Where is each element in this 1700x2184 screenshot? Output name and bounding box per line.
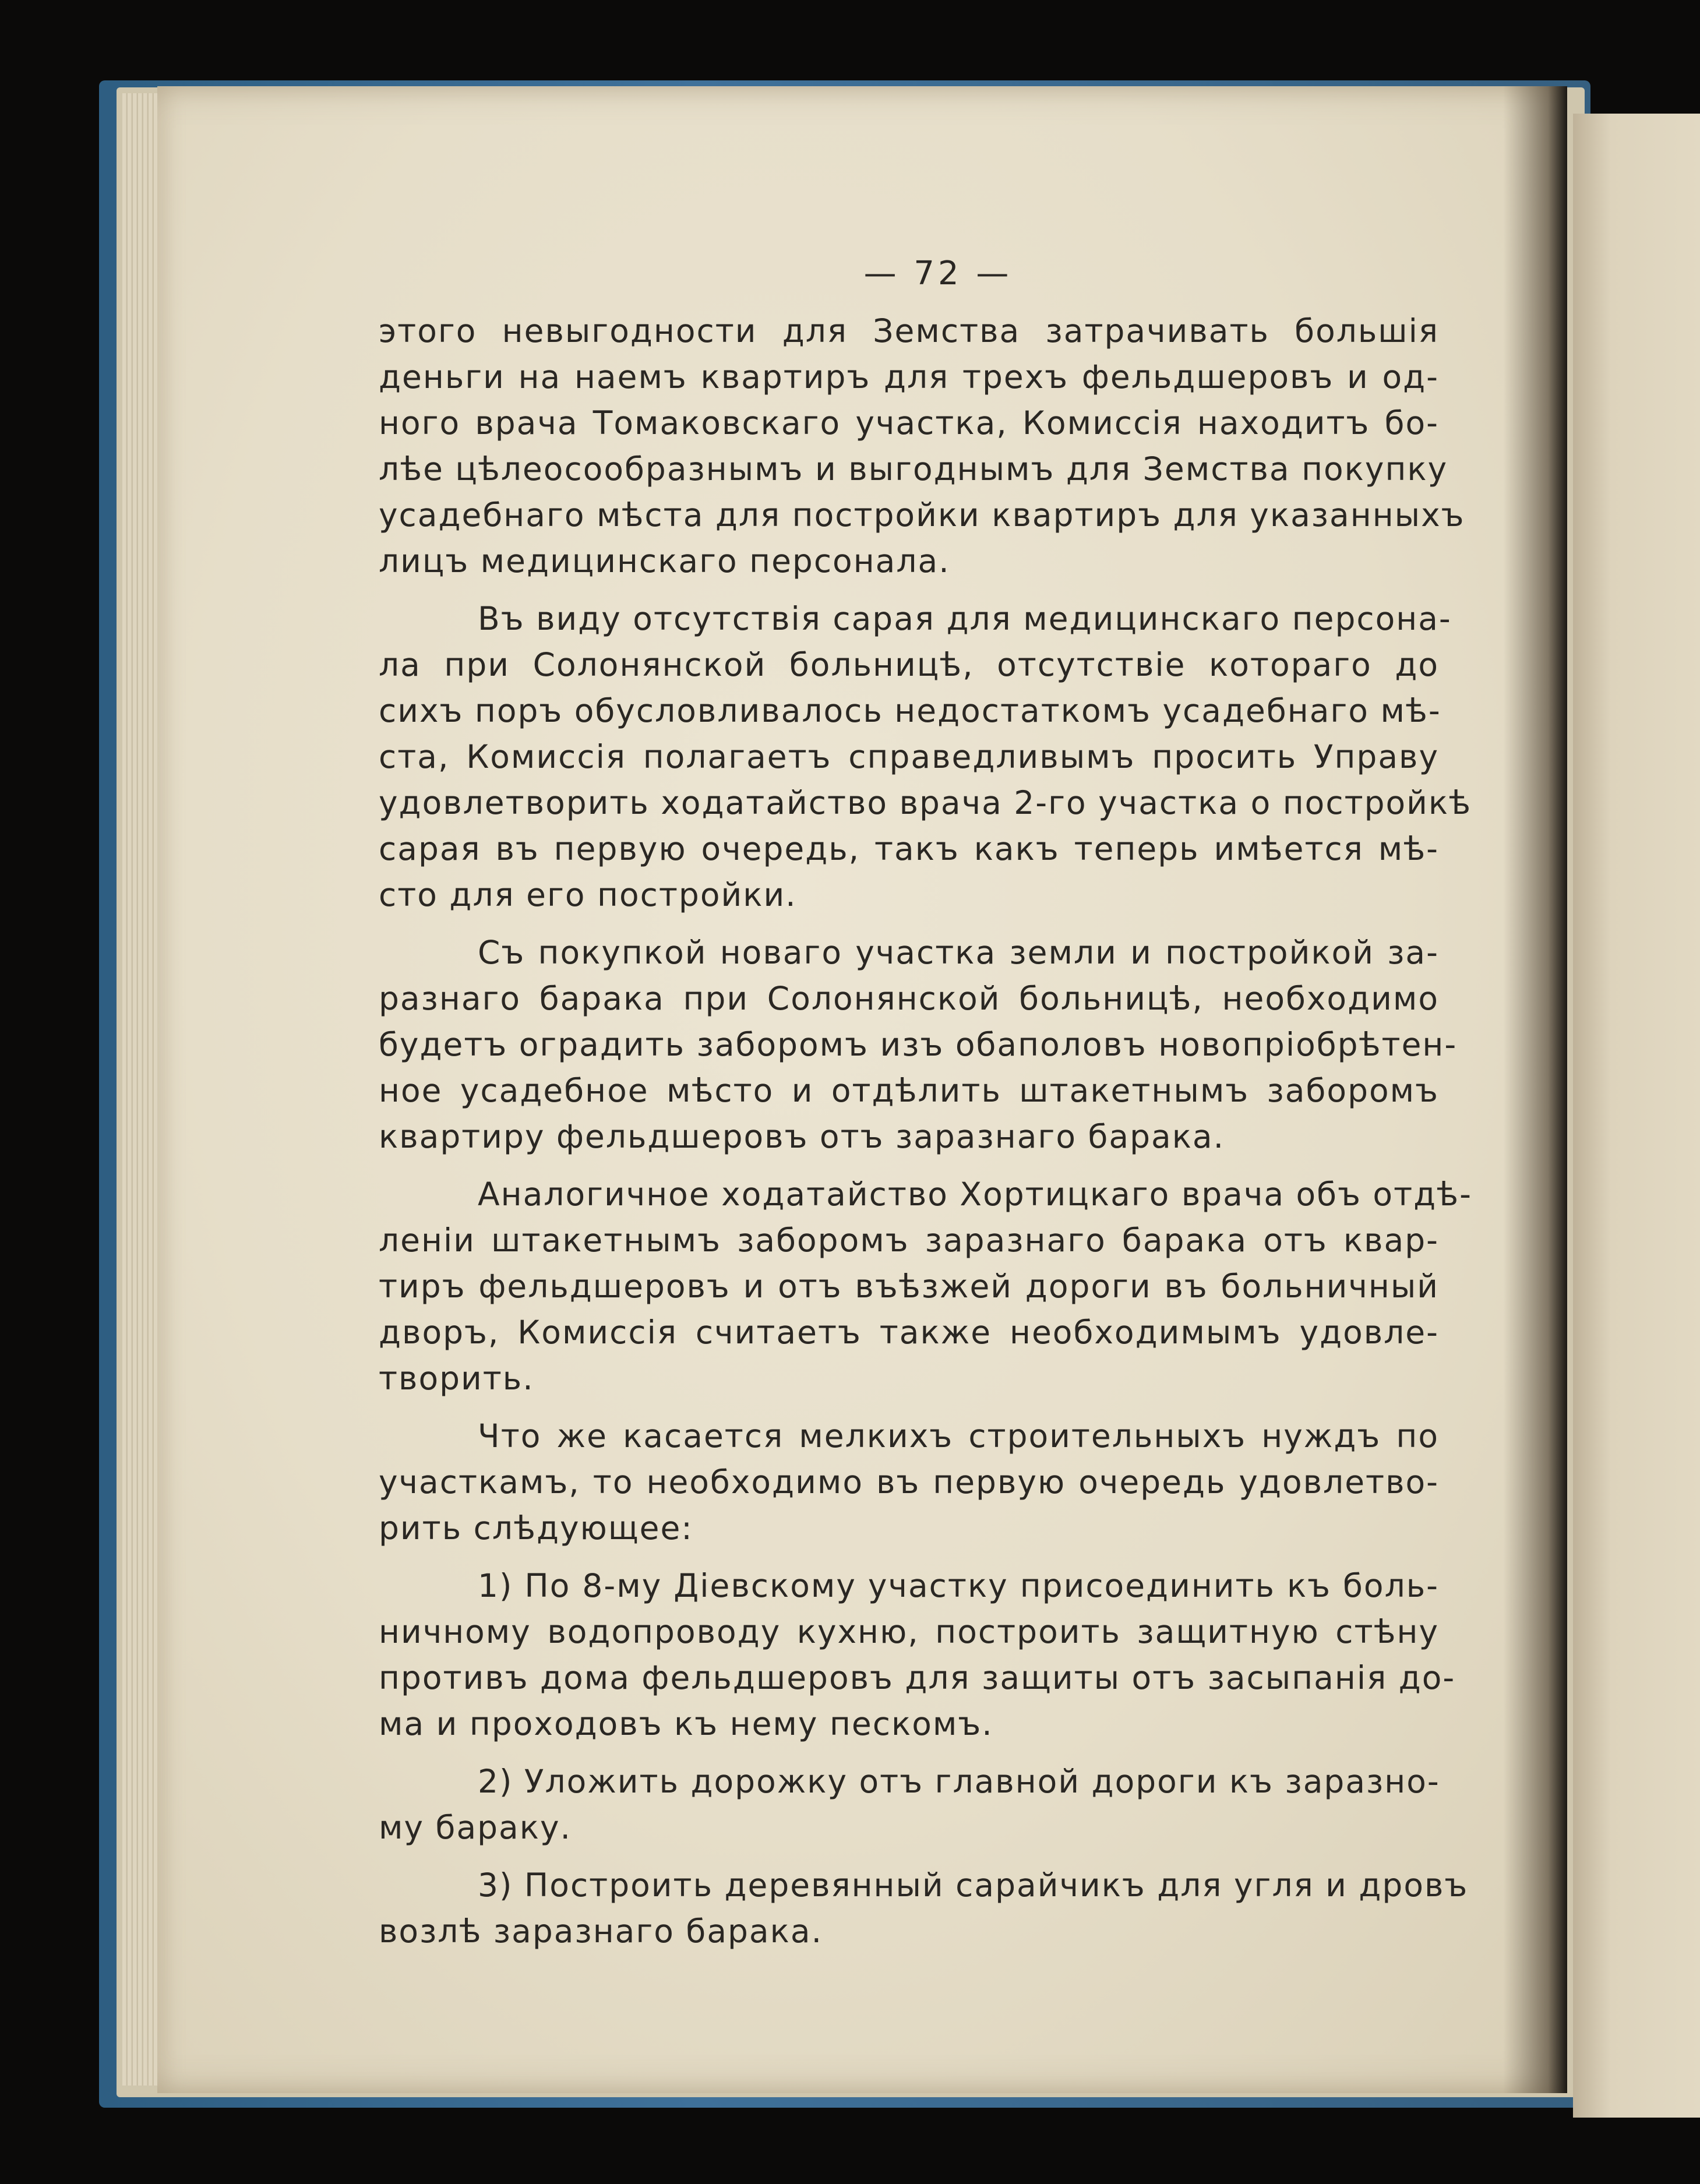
paragraph-4 (379, 1172, 1472, 1402)
text-line: деньги на наемъ квартиръ для трехъ фельдшеровъ и од- (379, 358, 1439, 396)
paragraph-5 (379, 1413, 1439, 1551)
text-line: этого невыгодности для Земства затрачивать большiя (379, 312, 1439, 350)
paragraph-1 (379, 308, 1465, 584)
text-line: будетъ оградить заборомъ изъ обаполовъ новопрiобрѣтен- (379, 1026, 1458, 1063)
facing-page-edge (1573, 114, 1700, 2118)
text-line: му бараку. (379, 1809, 572, 1846)
paragraph-3 (379, 930, 1458, 1160)
text-line: Съ покупкой новаго участка земли и постройкой за- (478, 934, 1439, 971)
text-line: ста, Комиссiя полагаетъ справедливымъ просить Управу (379, 738, 1439, 775)
paragraph-2 (379, 596, 1472, 918)
text-line: возлѣ заразнаго барака. (379, 1913, 823, 1950)
spine-shadow (1503, 86, 1567, 2093)
text-line: лѣе цѣлеосообразнымъ и выгоднымъ для Земства покупку (379, 450, 1448, 488)
text-line: рить слѣдующее: (379, 1509, 693, 1547)
text-line: тиръ фельдшеровъ и отъ въѣзжей дороги въ больничный (379, 1268, 1439, 1305)
text-line: 2) Уложить дорожку отъ главной дороги къ заразно- (478, 1763, 1440, 1800)
text-line: ла при Солонянской больницѣ, отсутствiе котораго до (379, 646, 1439, 683)
text-line: ного врача Томаковскаго участка, Комиссiя находитъ бо- (379, 404, 1439, 442)
paragraph-8 (379, 1862, 1469, 1954)
paragraph-7 (379, 1759, 1439, 1851)
text-line: ленiи штакетнымъ заборомъ заразнаго барака отъ квар- (379, 1222, 1439, 1259)
text-line: лицъ медицинскаго персонала. (379, 542, 950, 580)
text-line: Въ виду отсутствiя сарая для медицинскаго персона- (478, 600, 1452, 637)
text-line: сто для его постройки. (379, 876, 797, 913)
text-line: творить. (379, 1360, 534, 1397)
text-line: 3) Построить деревянный сарайчикъ для угля и дровъ (478, 1867, 1469, 1904)
text-line: противъ дома фельдшеровъ для защиты отъ засыпанiя до- (379, 1659, 1456, 1696)
text-line: участкамъ, то необходимо въ первую очередь удовлетво- (379, 1463, 1439, 1501)
text-line: удовлетворить ходатайство врача 2-го участка о постройкѣ (379, 784, 1472, 821)
text-line: ное усадебное мѣсто и отдѣлить штакетнымъ заборомъ (379, 1072, 1439, 1109)
text-line: ничному водопроводу кухню, построить защитную стѣну (379, 1613, 1439, 1650)
text-line: Что же касается мелкихъ строительныхъ нуждъ по (478, 1417, 1439, 1455)
text-line: Аналогичное ходатайство Хортицкаго врача объ отдѣ- (478, 1176, 1472, 1213)
text-line: сарая въ первую очередь, такъ какъ теперь имѣется мѣ- (379, 830, 1439, 867)
text-line: сихъ поръ обусловливалось недостаткомъ усадебнаго мѣ- (379, 692, 1441, 729)
page-number: — 72 — (863, 255, 1013, 292)
page-text (379, 250, 1472, 1969)
text-line: усадебнаго мѣста для постройки квартиръ для указанныхъ (379, 496, 1465, 534)
paragraph-6 (379, 1563, 1456, 1747)
text-line: 1) По 8-му Дiевскому участку присоединить къ боль- (478, 1567, 1439, 1604)
text-line: ма и проходовъ къ нему пескомъ. (379, 1705, 993, 1742)
text-line: разнаго барака при Солонянской больницѣ, необходимо (379, 980, 1439, 1017)
text-line: квартиру фельдшеровъ отъ заразнаго барака. (379, 1118, 1225, 1155)
text-line: дворъ, Комиссiя считаетъ также необходимымъ удовле- (379, 1314, 1439, 1351)
